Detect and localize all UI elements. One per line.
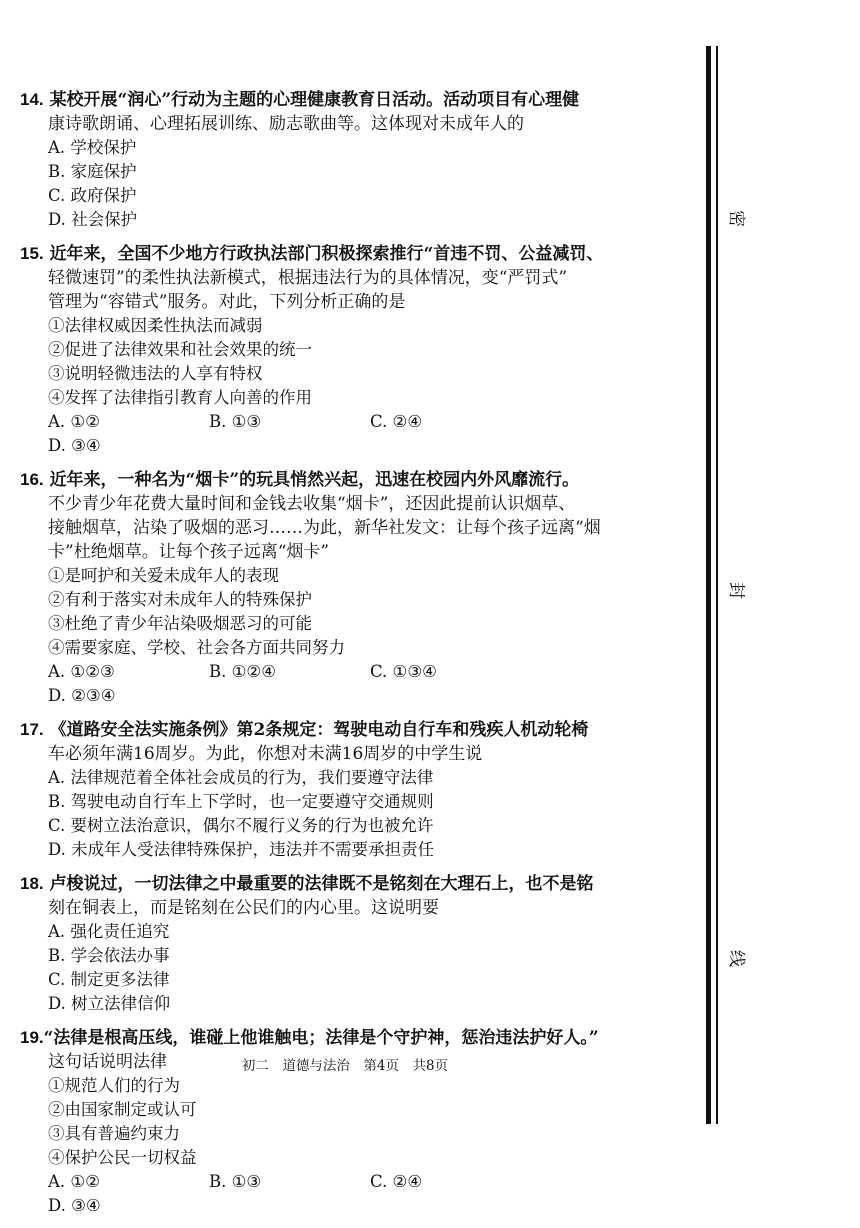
option-c: C. ②④ bbox=[370, 1172, 423, 1191]
option-c: C. 制定更多法律 bbox=[48, 970, 170, 989]
option-d: D. 未成年人受法律特殊保护，违法并不需要承担责任 bbox=[48, 840, 435, 859]
statement-4: ④需要家庭、学校、社会各方面共同努力 bbox=[48, 638, 345, 657]
option-b: B. 家庭保护 bbox=[48, 162, 137, 181]
option-b: B. 驾驶电动自行车上下学时，也一定要遵守交通规则 bbox=[48, 792, 434, 811]
option-c: C. 要树立法治意识，偶尔不履行义务的行为也被允许 bbox=[48, 816, 434, 835]
page-footer: 初二 道德与法治 第4页 共8页 bbox=[241, 1058, 449, 1074]
option-a: A. 强化责任追究 bbox=[48, 922, 170, 941]
statement-3: ③杜绝了青少年沾染吸烟恶习的可能 bbox=[48, 614, 312, 633]
option-b: B. ①③ bbox=[209, 1172, 262, 1191]
statement-3: ③具有普遍约束力 bbox=[48, 1124, 180, 1143]
option-a: A. ①② bbox=[48, 1172, 100, 1191]
question-16 bbox=[20, 468, 690, 708]
stem-continuation: 管理为“容错式”服务。对此，下列分析正确的是 bbox=[48, 292, 406, 312]
option-a: A. 法律规范着全体社会成员的行为，我们要遵守法律 bbox=[48, 768, 434, 787]
stem-text: 卢梭说过，一切法律之中最重要的法律既不是铭刻在大理石上，也不是铭 bbox=[49, 874, 594, 894]
seal-label-mi: 密 bbox=[726, 210, 746, 227]
stem-text: 近年来，一种名为“烟卡”的玩具悄然兴起，迅速在校园内外风靡流行。 bbox=[49, 470, 580, 490]
binding-line bbox=[706, 46, 720, 1124]
question-stem bbox=[20, 88, 690, 112]
option-b: B. 学会依法办事 bbox=[48, 946, 170, 965]
option-b: B. ①③ bbox=[209, 412, 262, 431]
seal-label-feng: 封 bbox=[726, 582, 746, 599]
option-d: D. ③④ bbox=[48, 436, 101, 455]
options bbox=[20, 920, 690, 1016]
question-14 bbox=[20, 88, 690, 232]
stem-continuation: 车必须年满16周岁。为此，你想对未满16周岁的中学生说 bbox=[48, 744, 483, 764]
statement-3: ③说明轻微违法的人享有特权 bbox=[48, 364, 263, 383]
statement-2: ②促进了法律效果和社会效果的统一 bbox=[48, 340, 312, 359]
option-b: B. ①②④ bbox=[209, 662, 276, 681]
question-stem bbox=[20, 242, 690, 266]
question-stem bbox=[20, 718, 690, 742]
binding-rule-thin bbox=[716, 46, 718, 1124]
stem-text: 近年来，全国不少地方行政执法部门积极探索推行“首违不罚、公益减罚、 bbox=[49, 244, 604, 264]
stem-continuation: 不少青少年花费大量时间和金钱去收集“烟卡”，还因此提前认识烟草、 bbox=[48, 494, 576, 514]
statement-2: ②由国家制定或认可 bbox=[48, 1100, 197, 1119]
stem-continuation: 这句话说明法律 bbox=[48, 1052, 167, 1072]
option-c: C. ②④ bbox=[370, 412, 423, 431]
statements bbox=[20, 1074, 690, 1170]
options bbox=[20, 410, 690, 458]
option-d: D. ③④ bbox=[48, 1196, 101, 1215]
question-number: 15. bbox=[20, 244, 44, 263]
question-number: 18. bbox=[20, 874, 44, 893]
option-d: D. ②③④ bbox=[48, 686, 116, 705]
stem-text: “法律是根高压线，谁碰上他谁触电；法律是个守护神，惩治违法护好人。” bbox=[43, 1028, 599, 1048]
question-number: 14. bbox=[20, 90, 44, 109]
option-c: C. 政府保护 bbox=[48, 186, 137, 205]
options bbox=[20, 136, 690, 232]
option-d: D. 社会保护 bbox=[48, 210, 138, 229]
statement-4: ④发挥了法律指引教育人向善的作用 bbox=[48, 388, 312, 407]
stem-continuation: 轻微速罚”的柔性执法新模式，根据违法行为的具体情况，变“严罚式” bbox=[48, 268, 568, 288]
stem-text: 《道路安全法实施条例》第2条规定：驾驶电动自行车和残疾人机动轮椅 bbox=[49, 720, 589, 740]
question-number: 16. bbox=[20, 470, 44, 489]
stem-continuation: 接触烟草，沾染了吸烟的恶习……为此，新华社发文：让每个孩子远离“烟 bbox=[48, 518, 601, 538]
question-number: 17. bbox=[20, 720, 44, 739]
question-stem bbox=[20, 468, 690, 492]
option-d: D. 树立法律信仰 bbox=[48, 994, 171, 1013]
option-a: A. ①②③ bbox=[48, 662, 115, 681]
stem-continuation: 卡”杜绝烟草。让每个孩子远离“烟卡” bbox=[48, 542, 330, 562]
question-stem bbox=[20, 872, 690, 896]
stem-continuation: 康诗歌朗诵、心理拓展训练、励志歌曲等。这体现对未成年人的 bbox=[48, 114, 524, 134]
question-stem bbox=[20, 1026, 690, 1050]
option-a: A. ①② bbox=[48, 412, 100, 431]
question-17 bbox=[20, 718, 690, 862]
option-c: C. ①③④ bbox=[370, 662, 437, 681]
statement-1: ①法律权威因柔性执法而减弱 bbox=[48, 316, 263, 335]
options bbox=[20, 1170, 690, 1218]
stem-text: 某校开展“润心”行动为主题的心理健康教育日活动。活动项目有心理健 bbox=[49, 90, 580, 110]
statement-1: ①规范人们的行为 bbox=[48, 1076, 180, 1095]
question-15 bbox=[20, 242, 690, 458]
statement-1: ①是呵护和关爱未成年人的表现 bbox=[48, 566, 279, 585]
statement-4: ④保护公民一切权益 bbox=[48, 1148, 197, 1167]
option-a: A. 学校保护 bbox=[48, 138, 137, 157]
binding-rule-thick bbox=[706, 46, 711, 1124]
statement-2: ②有利于落实对未成年人的特殊保护 bbox=[48, 590, 312, 609]
options bbox=[20, 660, 690, 708]
seal-label-xian: 线 bbox=[726, 950, 746, 967]
question-18 bbox=[20, 872, 690, 1016]
stem-continuation: 刻在铜表上，而是铭刻在公民们的内心里。这说明要 bbox=[48, 898, 439, 918]
question-number: 19. bbox=[20, 1028, 44, 1047]
